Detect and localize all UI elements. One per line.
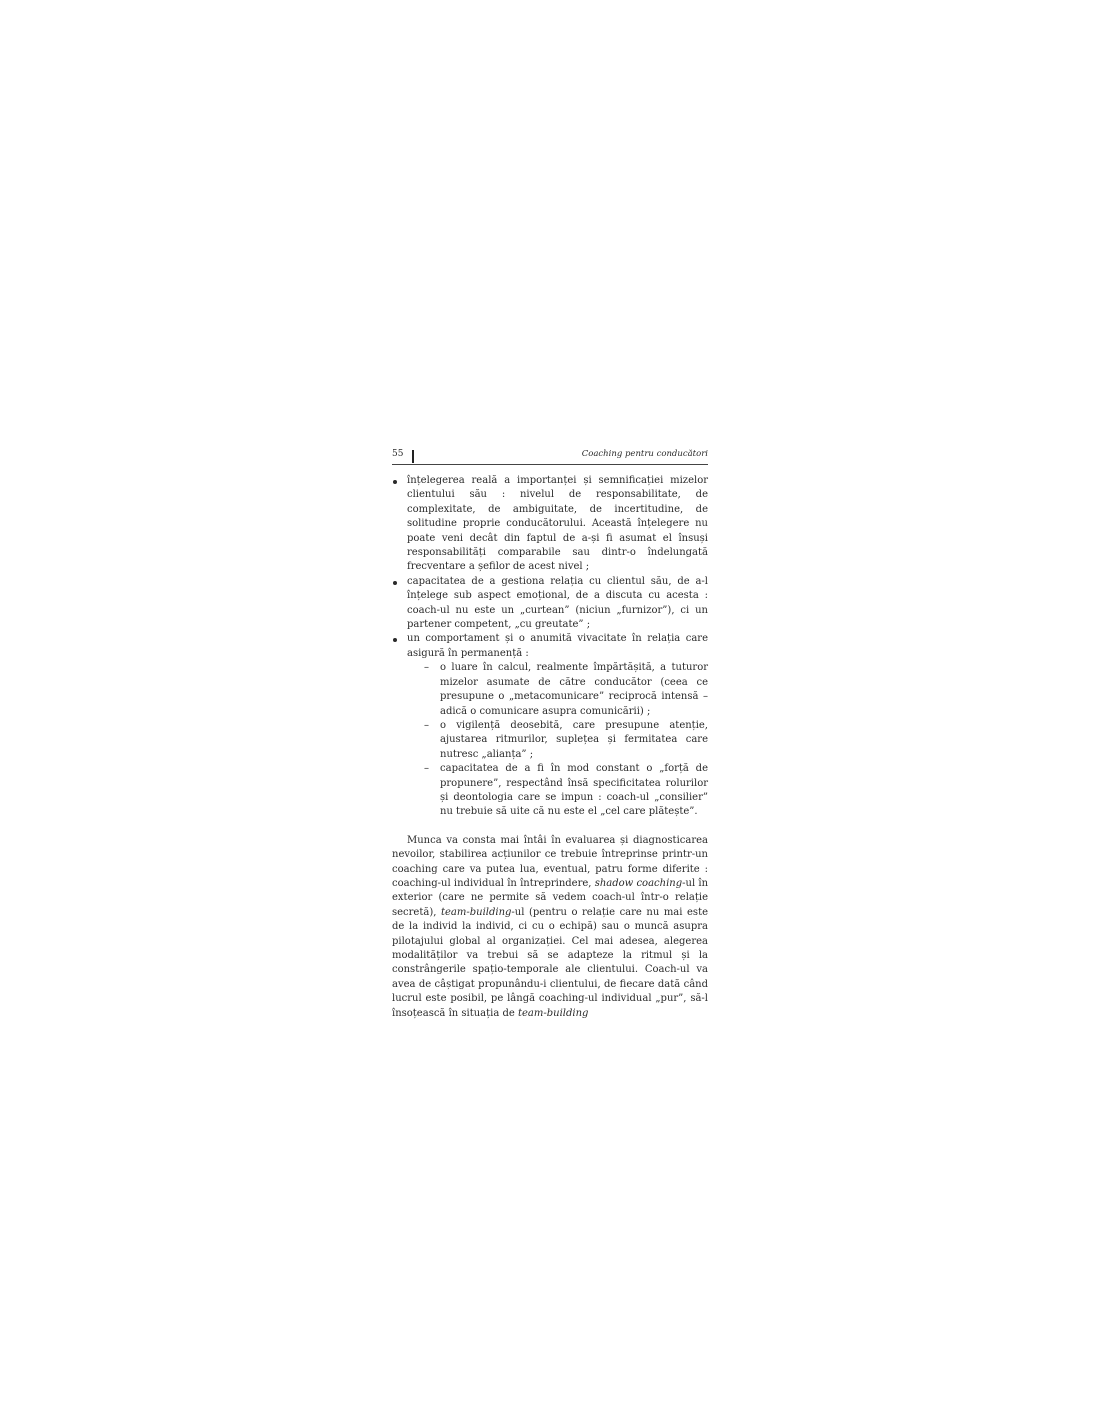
- dash-list: [407, 661, 708, 819]
- bullet-icon: [393, 581, 397, 585]
- paragraph-text: -ul (pentru o relație care nu mai este de la individ la individ, ci cu o echipă) sau o muncă asupra pilotajului global al organizației. Cel mai adesea, alegerea modalităților va trebui să se adapteze la ritmul și la constrângerile spațio-temporale ale clientului. Coach-ul va avea de câștigat propunându-i clientului, de fiecare dată când lucrul este posibil, pe lângă coaching-ul individual „pur”, să-l însoțească în situația de: [392, 906, 708, 1019]
- book-page: [392, 446, 709, 1019]
- bullet-text: un comportament și o anumită vivacitate în relația care asigură în permanență :: [407, 633, 708, 659]
- body-text: [392, 474, 708, 1021]
- page-number: 55: [392, 449, 404, 459]
- emphasis-shadow-coaching: shadow coaching: [594, 877, 683, 889]
- dash-icon: –: [424, 719, 429, 731]
- dash-text: o luare în calcul, realmente împărtășită, a tuturor mizelor asumate de către conducător (ceea ce presupune o „metacomunicare” reciprocă intensă – adică o comunicare asupra comunicării) ;: [440, 662, 708, 717]
- running-title: Coaching pentru conducători: [581, 449, 708, 459]
- paragraph-text: Munca va consta mai întâi în evaluarea și diagnosticarea nevoilor, stabilirea acțiunilor ce trebuie întreprinse printr-un coaching care va putea lua, eventual, patru forme diferite : coaching-ul individual în întreprindere,: [392, 834, 708, 889]
- bullet-icon: [393, 638, 397, 642]
- paragraph-text: -ul în exterior (care ne permite să vedem coach-ul într-o relație secretă),: [392, 877, 709, 918]
- emphasis-team-building: team-building: [518, 1007, 589, 1019]
- bullet-item: [392, 474, 708, 575]
- bullet-icon: [393, 480, 397, 484]
- bullet-item: [392, 632, 708, 819]
- dash-item: [411, 661, 708, 719]
- body-paragraph: [392, 834, 708, 1021]
- dash-text: o vigilență deosebită, care presupune atenție, ajustarea ritmurilor, suplețea și fermitatea care nutresc „alianța” ;: [440, 719, 708, 760]
- emphasis-team-building: team-building: [440, 906, 512, 918]
- dash-icon: –: [424, 662, 429, 674]
- dash-icon: –: [424, 763, 429, 775]
- bullet-text: capacitatea de a gestiona relația cu clientul său, de a-l înțelege sub aspect emoțional, de a discuta cu acesta : coach-ul nu este un „curtean” (niciun „furnizor”), ci un partener competent, „cu greutate” ;: [407, 575, 708, 631]
- bullet-text: înțelegerea reală a importanței și semnificației mizelor clientului său : nivelul de responsabilitate, de complexitate, de ambiguitate, de incertitudine, de solitudine proprie conducătorului. Această înțelegere nu poate veni decât din faptul de a-și fi asumat el însuși responsabilități comparabile sau dintr-o îndelungată frecventare a șefilor de acest nivel ;: [407, 475, 708, 573]
- running-header: [392, 446, 708, 465]
- bullet-item: [392, 575, 708, 633]
- dash-item: [411, 719, 708, 762]
- bullet-list: [392, 474, 708, 820]
- header-rule-mark: [412, 450, 414, 463]
- dash-item: [411, 762, 708, 820]
- dash-text: capacitatea de a fi în mod constant o „forță de propunere”, respectând însă specificitatea rolurilor și deontologia care se impun : coach-ul „consilier” nu trebuie să uite că nu este el „cel care plătește”.: [440, 763, 708, 818]
